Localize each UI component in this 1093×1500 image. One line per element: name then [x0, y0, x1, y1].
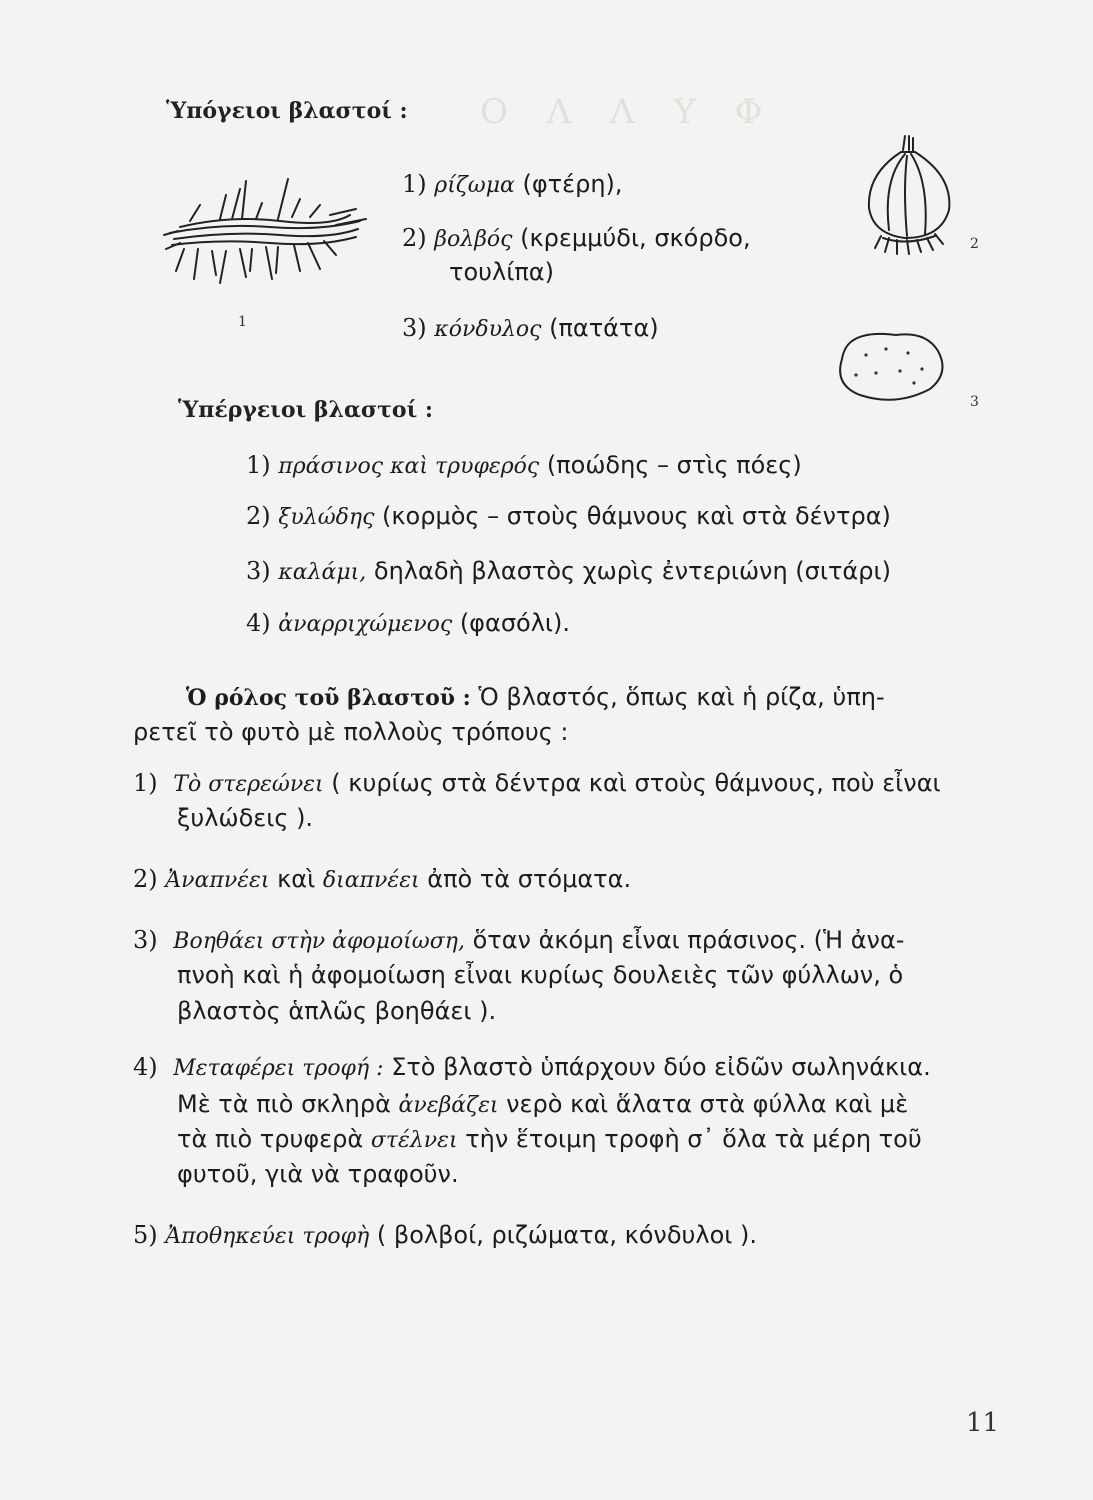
item-term: Τὸ στερεώνει — [173, 772, 324, 797]
item-number: 3) — [133, 926, 158, 954]
item-term: ἀναρριχώμενος — [278, 612, 453, 637]
item-text: (ποώδης – στὶς πόες) — [539, 451, 802, 479]
item-text: καὶ — [269, 865, 323, 893]
underground-item-1 — [402, 168, 623, 202]
item-text: (κρεμμύδι, σκόρδο, — [512, 224, 751, 252]
item-number: 3) — [402, 314, 427, 342]
role-intro-line-2: ρετεῖ τὸ φυτὸ μὲ πολλοὺς τρόπους : — [133, 718, 569, 746]
role-item-5 — [133, 1219, 757, 1253]
aboveground-item-3 — [246, 555, 891, 589]
aboveground-heading: Ὑπέργειοι βλαστοί : — [178, 397, 433, 423]
item-text: Μὲ τὰ πιὸ σκληρὰ — [177, 1090, 399, 1118]
role-item-1 — [133, 767, 941, 801]
item-text: ( βολβοί, ριζώματα, κόνδυλοι ). — [369, 1221, 758, 1249]
underground-heading: Ὑπόγειοι βλαστοί : — [166, 98, 408, 124]
item-number: 3) — [246, 557, 271, 585]
underground-item-3 — [402, 312, 659, 346]
item-term: κόνδυλος — [434, 317, 542, 342]
item-term: στέλνει — [370, 1128, 458, 1153]
item-term: ἀνεβάζει — [398, 1093, 499, 1118]
figure-2-label: 2 — [970, 236, 979, 252]
role-item-1-cont: ξυλώδεις ). — [177, 804, 314, 832]
item-number: 5) — [133, 1221, 158, 1249]
item-term: Ἀναπνέει — [165, 868, 270, 893]
item-text: τὴν ἕτοιμη τροφὴ σ᾽ ὅλα τὰ μέρη τοῦ — [457, 1125, 922, 1153]
item-text: (πατάτα) — [541, 314, 659, 342]
figure-3-label: 3 — [970, 394, 979, 410]
item-number: 1) — [402, 170, 427, 198]
role-heading: Ὁ ρόλος τοῦ βλαστοῦ : — [186, 685, 471, 711]
item-number: 2) — [246, 502, 271, 530]
role-item-3 — [133, 924, 904, 958]
bleed-through-text: Ο Λ Λ Υ Φ — [480, 92, 777, 132]
figure-1-label: 1 — [238, 314, 247, 330]
item-number: 1) — [246, 451, 271, 479]
item-number: 2) — [402, 224, 427, 252]
role-intro-line-1 — [186, 681, 885, 714]
underground-item-2 — [402, 222, 751, 256]
aboveground-item-1 — [246, 449, 802, 483]
item-text: τὰ πιὸ τρυφερὰ — [177, 1125, 371, 1153]
item-term: βολβός — [434, 227, 513, 252]
tuber-drawing-icon — [826, 325, 950, 407]
item-term: Βοηθάει στὴν ἀφομοίωση, — [173, 929, 465, 954]
item-text: (φτέρη), — [514, 170, 623, 198]
item-number: 2) — [133, 865, 158, 893]
item-number: 4) — [246, 609, 271, 637]
role-item-4-cont-3: φυτοῦ, γιὰ νὰ τραφοῦν. — [177, 1160, 459, 1188]
bulb-drawing-icon — [855, 130, 965, 260]
page-number: 11 — [966, 1408, 1000, 1438]
role-intro-text: Ὁ βλαστός, ὅπως καὶ ἡ ρίζα, ὑπη- — [470, 683, 885, 711]
item-term: ξυλώδης — [278, 505, 375, 530]
item-term: ρίζωμα — [434, 173, 515, 198]
item-number: 1) — [133, 769, 158, 797]
aboveground-item-2 — [246, 500, 891, 534]
item-number: 4) — [133, 1053, 158, 1081]
item-term: πράσινος καὶ τρυφερός — [278, 454, 540, 479]
item-term: καλάμι, — [278, 560, 367, 585]
role-item-4 — [133, 1051, 931, 1085]
role-item-3-cont-2: βλαστὸς ἁπλῶς βοηθάει ). — [177, 997, 497, 1025]
aboveground-item-4 — [246, 607, 570, 641]
item-text: Στὸ βλαστὸ ὑπάρχουν δύο εἰδῶν σωληνάκια. — [383, 1053, 931, 1081]
rhizome-drawing-icon — [160, 175, 370, 285]
role-item-4-cont-2 — [177, 1123, 922, 1157]
item-text: (φασόλι). — [452, 609, 571, 637]
item-text: ( κυρίως στὰ δέντρα καὶ στοὺς θάμνους, ποὺ εἶναι — [323, 769, 941, 797]
item-term: Μεταφέρει τροφή : — [173, 1056, 384, 1081]
item-text: ἀπὸ τὰ στόματα. — [419, 865, 632, 893]
item-text: ὅταν ἀκόμη εἶναι πράσινος. (Ἡ ἀνα- — [464, 926, 905, 954]
item-text: δηλαδὴ βλαστὸς χωρὶς ἐντεριώνη (σιτάρι) — [366, 557, 891, 585]
role-item-3-cont-1: πνοὴ καὶ ἡ ἀφομοίωση εἶναι κυρίως δουλειὲς τῶν φύλλων, ὁ — [177, 961, 904, 989]
item-text: (κορμὸς – στοὺς θάμνους καὶ στὰ δέντρα) — [374, 502, 891, 530]
role-item-4-cont-1 — [177, 1088, 908, 1122]
item-text: νερὸ καὶ ἅλατα στὰ φύλλα καὶ μὲ — [498, 1090, 909, 1118]
role-item-2 — [133, 863, 631, 897]
underground-item-2-cont: τουλίπα) — [449, 258, 554, 286]
item-term: διαπνέει — [322, 868, 420, 893]
item-term: Ἀποθηκεύει τροφὴ — [165, 1224, 370, 1249]
